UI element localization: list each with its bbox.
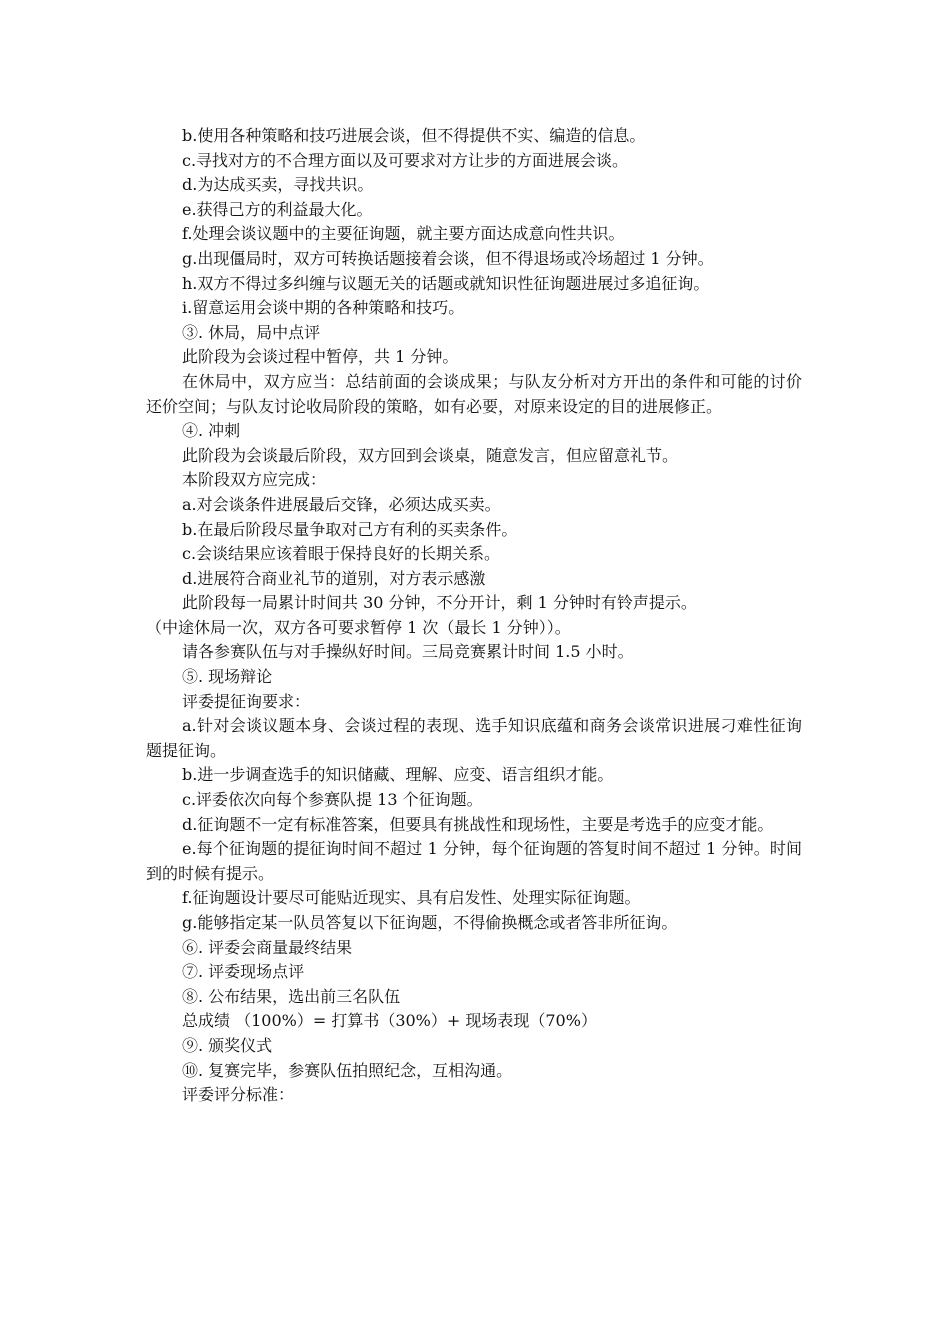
paragraph-sprint-goals: 本阶段双方应完成：	[182, 470, 327, 490]
section-heading-10: ⑩. 复赛完毕，参赛队伍拍照纪念，互相沟通。	[182, 1060, 513, 1080]
section-heading-3: ③. 休局，局中点评	[182, 322, 321, 342]
section-heading-5: ⑤. 现场辩论	[182, 667, 273, 687]
paragraph-rule-i: i.留意运用会谈中期的各种策略和技巧。	[182, 298, 465, 318]
paragraph-judge-e: e.每个征询题的提征询时间不超过 1 分钟，每个征询题的答复时间不超过 1 分钟。时间到的时候有提示。	[146, 839, 802, 883]
paragraph-time-note: （中途休局一次，双方各可要求暂停 1 次（最长 1 分钟））。	[146, 617, 571, 637]
paragraph-sprint-b: b.在最后阶段尽量争取对己方有利的买卖条件。	[182, 519, 518, 539]
paragraph-rule-d: d.为达成买卖，寻找共识。	[182, 175, 374, 195]
paragraph-break-duration: 此阶段为会谈过程中暂停，共 1 分钟。	[182, 347, 459, 367]
paragraph-sprint-d: d.进展符合商业礼节的道别，对方表示感激	[182, 568, 486, 588]
paragraph-rule-c: c.寻找对方的不合理方面以及可要求对方让步的方面进展会谈。	[182, 150, 629, 170]
paragraph-judge-f: f.征询题设计要尽可能贴近现实、具有启发性、处理实际征询题。	[182, 888, 641, 908]
paragraph-score-formula: 总成绩 （100%）= 打算书（30%）+ 现场表现（70%）	[182, 1011, 597, 1031]
paragraph-time-control: 请各参赛队伍与对手操纵好时间。三局竞赛累计时间 1.5 小时。	[182, 642, 634, 662]
paragraph-judge-d: d.征询题不一定有标准答案，但要具有挑战性和现场性，主要是考选手的应变才能。	[182, 814, 774, 834]
paragraph-judge-questions: 评委提征询要求：	[182, 691, 311, 711]
paragraph-time-total: 此阶段每一局累计时间共 30 分钟，不分开计，剩 1 分钟时有铃声提示。	[182, 593, 697, 613]
paragraph-judge-b: b.进一步调查选手的知识储藏、理解、应变、语言组织才能。	[182, 765, 614, 785]
paragraph-sprint-intro: 此阶段为会谈最后阶段，双方回到会谈桌，随意发言，但应留意礼节。	[182, 445, 679, 465]
paragraph-judge-g: g.能够指定某一队员答复以下征询题，不得偷换概念或者答非所征询。	[182, 913, 678, 932]
paragraph-break-tasks: 在休局中，双方应当：总结前面的会谈成果；与队友分析对方开出的条件和可能的讨价还价空间；与队友讨论收局阶段的策略，如有必要，对原来设定的目的进展修正。	[146, 371, 802, 416]
section-heading-4: ④. 冲刺	[182, 421, 241, 441]
paragraph-sprint-c: c.会谈结果应该着眼于保持良好的长期关系。	[182, 544, 501, 564]
paragraph-rule-g: g.出现僵局时，双方可转换话题接着会谈，但不得退场或冷场超过 1 分钟。	[182, 248, 714, 268]
paragraph-sprint-a: a.对会谈条件进展最后交锋，必须达成买卖。	[182, 494, 501, 514]
section-heading-9: ⑨. 颁奖仪式	[182, 1035, 273, 1055]
section-heading-8: ⑧. 公布结果，选出前三名队伍	[182, 986, 401, 1006]
document-page	[146, 124, 802, 1108]
paragraph-rule-b: b.使用各种策略和技巧进展会谈，但不得提供不实、编造的信息。	[182, 126, 646, 145]
paragraph-rule-f: f.处理会谈议题中的主要征询题，就主要方面达成意向性共识。	[182, 224, 625, 244]
section-heading-7: ⑦. 评委现场点评	[182, 962, 305, 982]
paragraph-judge-c: c.评委依次向每个参赛队提 13 个征询题。	[182, 790, 483, 810]
paragraph-scoring-criteria: 评委评分标准：	[182, 1085, 295, 1105]
paragraph-judge-a: a.针对会谈议题本身、会谈过程的表现、选手知识底蕴和商务会谈常识进展刁难性征询题提征询。	[146, 716, 802, 760]
paragraph-rule-e: e.获得己方的利益最大化。	[182, 199, 373, 219]
paragraph-rule-h: h.双方不得过多纠缠与议题无关的话题或就知识性征询题进展过多追征询。	[182, 273, 710, 293]
section-heading-6: ⑥. 评委会商量最终结果	[182, 937, 353, 957]
